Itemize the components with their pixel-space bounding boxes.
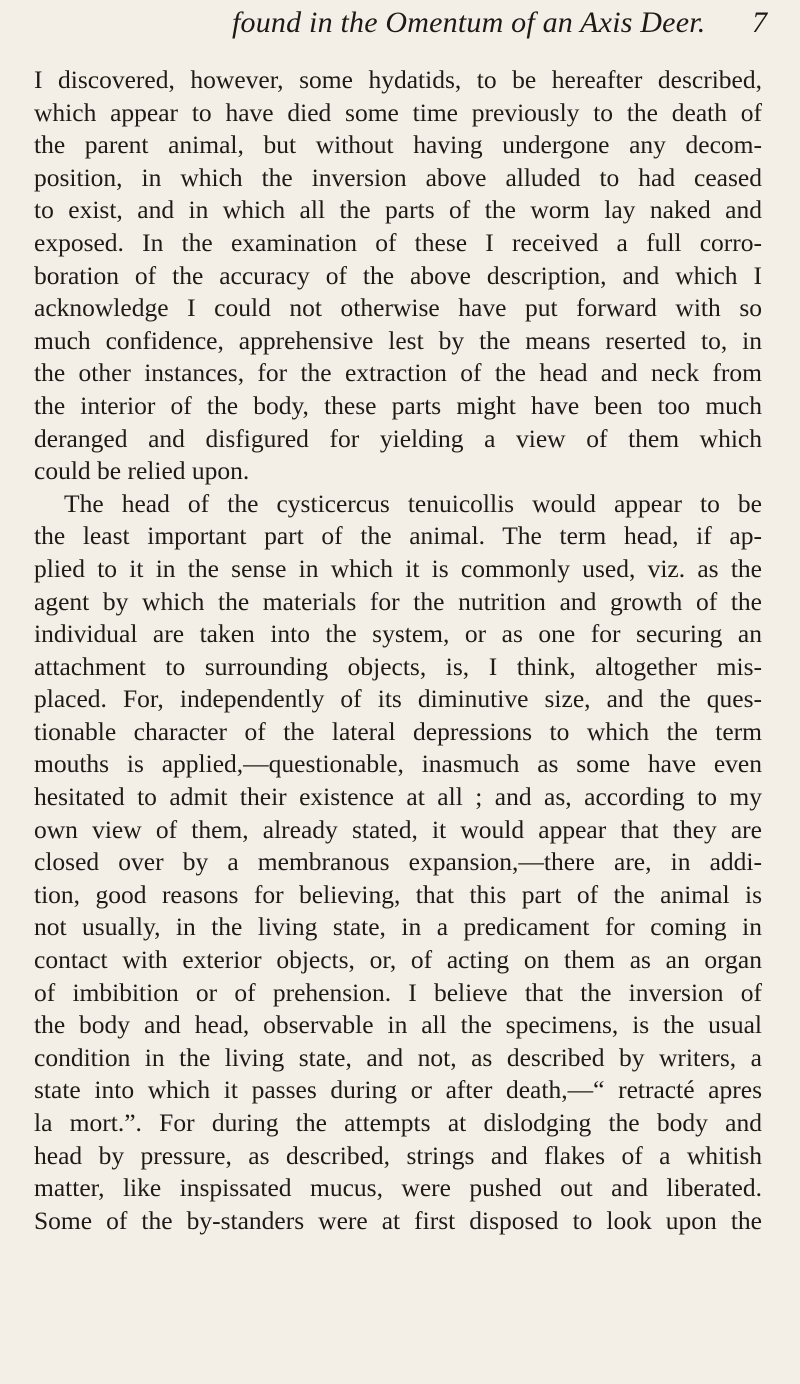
text-line: own view of them, already stated, it would appear that they are	[34, 814, 762, 844]
text-line: Some of the by-standers were at first disposed to look upon the	[34, 1205, 762, 1235]
text-line: the other instances, for the extraction of the head and neck from	[34, 358, 762, 388]
text-line: attachment to surrounding objects, is, I think, altogether mis-	[34, 651, 762, 681]
running-title: found in the Omentum of an Axis Deer.	[232, 6, 706, 39]
text-line: The head of the cysticercus tenuicollis would appear to be	[64, 488, 762, 518]
text-line: placed. For, independently of its diminutive size, and the ques-	[34, 684, 762, 714]
text-line: much confidence, apprehensive lest by the means reserted to, in	[34, 325, 762, 355]
text-line: tionable character of the lateral depressions to which the term	[34, 716, 762, 746]
text-line: la mort.”. For during the attempts at dislodging the body and	[34, 1108, 762, 1137]
text-line: matter, like inspissated mucus, were pushed out and liberated.	[34, 1173, 762, 1203]
text-line: tion, good reasons for believing, that this part of the animal is	[34, 879, 762, 909]
text-line: the parent animal, but without having undergone any decom-	[34, 130, 762, 160]
text-line: hesitated to admit their existence at all ; and as, according to my	[34, 782, 762, 812]
text-line: agent by which the materials for the nutrition and growth of the	[34, 586, 762, 616]
text-line: of imbibition or of prehension. I believe that the inversion of	[34, 977, 762, 1007]
text-line: head by pressure, as described, strings and flakes of a whitish	[34, 1140, 762, 1170]
text-line: plied to it in the sense in which it is commonly used, viz. as the	[34, 553, 762, 583]
body-text	[34, 64, 762, 1237]
text-line: exposed. In the examination of these I received a full corro-	[34, 227, 762, 257]
text-line: to exist, and in which all the parts of the worm lay naked and	[34, 195, 762, 225]
text-line: state into which it passes during or after death,—“ retracté apres	[34, 1075, 762, 1105]
text-line: contact with exterior objects, or, of acting on them as an organ	[34, 945, 762, 975]
text-line: acknowledge I could not otherwise have put forward with so	[34, 293, 762, 323]
text-line: boration of the accuracy of the above description, and which I	[34, 260, 762, 290]
text-line: condition in the living state, and not, as described by writers, a	[34, 1042, 762, 1072]
text-line: closed over by a membranous expansion,—there are, in addi-	[34, 847, 762, 877]
text-line: could be relied upon.	[34, 456, 250, 486]
text-line: position, in which the inversion above alluded to had ceased	[34, 162, 762, 192]
text-line: individual are taken into the system, or as one for securing an	[34, 619, 762, 649]
text-line: the body and head, observable in all the specimens, is the usual	[34, 1010, 762, 1040]
text-line: deranged and disfigured for yielding a view of them which	[34, 423, 762, 453]
text-line: not usually, in the living state, in a predicament for coming in	[34, 912, 762, 942]
text-line: the least important part of the animal. The term head, if ap-	[34, 521, 762, 551]
text-line: the interior of the body, these parts might have been too much	[34, 390, 762, 420]
text-line: mouths is applied,—questionable, inasmuch as some have even	[34, 749, 762, 779]
page-number: 7	[752, 6, 767, 39]
text-line: I discovered, however, some hydatids, to be hereafter described,	[34, 65, 762, 94]
text-line: which appear to have died some time previously to the death of	[34, 97, 762, 127]
